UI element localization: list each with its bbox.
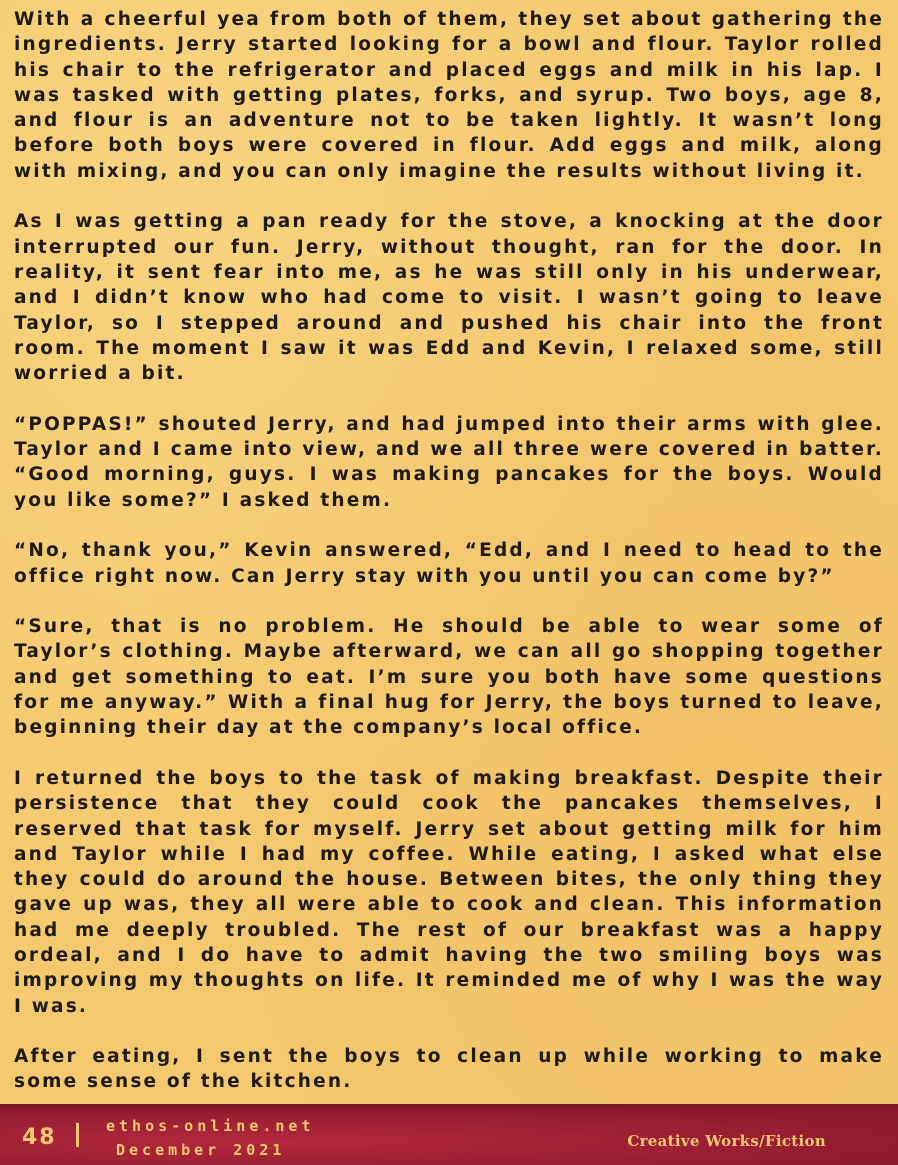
paragraph-1: With a cheerful yea from both of them, they set about gathering the ingredients. Jerry started looking for a bowl and flour. Taylor rolled his chair to the refrigerator and placed eggs and milk in his lap. I was tasked with getting plates, forks, and syrup. Two boys, age 8, and flour is an adventure not to be taken lightly. It wasn’t long before both boys were covered in flour. Add eggs and milk, along with mixing, and you can only imagine the results without living it. [14, 9, 884, 182]
paragraph-4: “No, thank you,” Kevin answered, “Edd, and I need to head to the office right now. Can Jerry stay with you until you can come by?” [14, 540, 884, 587]
paragraph-7: After eating, I sent the boys to clean up while working to make some sense of the kitchen. [14, 1046, 884, 1093]
page-number: 48 [22, 1125, 57, 1150]
site-name: ethos-online.net [106, 1117, 315, 1135]
paragraph-3: “POPPAS!” shouted Jerry, and had jumped into their arms with glee. Taylor and I came into view, and we all three were covered in batter. “Good morning, guys. I was making pancakes for the boys. Would you like some?” I asked them. [14, 413, 884, 511]
paragraph-6: I returned the boys to the task of making breakfast. Despite their persistence that they could cook the pancakes themselves, I reserved that task for myself. Jerry set about getting milk for him and Taylor while I had my coffee. While eating, I asked what else they could do around the house. Between bites, the only thing they gave up was, they all were able to cook and clean. This information had me deeply troubled. The rest of our breakfast was a happy ordeal, and I do have to admit having the two smiling boys was improving my thoughts on life. It reminded me of why I was the way I was. [14, 767, 884, 1017]
article-body [14, 7, 884, 1095]
paragraph-2: As I was getting a pan ready for the stove, a knocking at the door interrupted our fun. Jerry, without thought, ran for the door. In reality, it sent fear into me, as he was still only in his underwear, and I didn’t know who had come to visit. I wasn’t going to leave Taylor, so I stepped around and pushed his chair into the front room. The moment I saw it was Edd and Kevin, I relaxed some, still worried a bit. [14, 211, 884, 385]
page-footer [0, 1104, 898, 1165]
paragraph-5: “Sure, that is no problem. He should be able to wear some of Taylor’s clothing. Maybe afterward, we can all go shopping together and get something to eat. I’m sure you both have some questions for me anyway.” With a final hug for Jerry, the boys turned to leave, beginning their day at the company’s local office. [14, 616, 884, 739]
page-number-divider [76, 1123, 79, 1147]
section-label: Creative Works/Fiction [627, 1132, 826, 1150]
issue-date: December 2021 [116, 1141, 286, 1159]
